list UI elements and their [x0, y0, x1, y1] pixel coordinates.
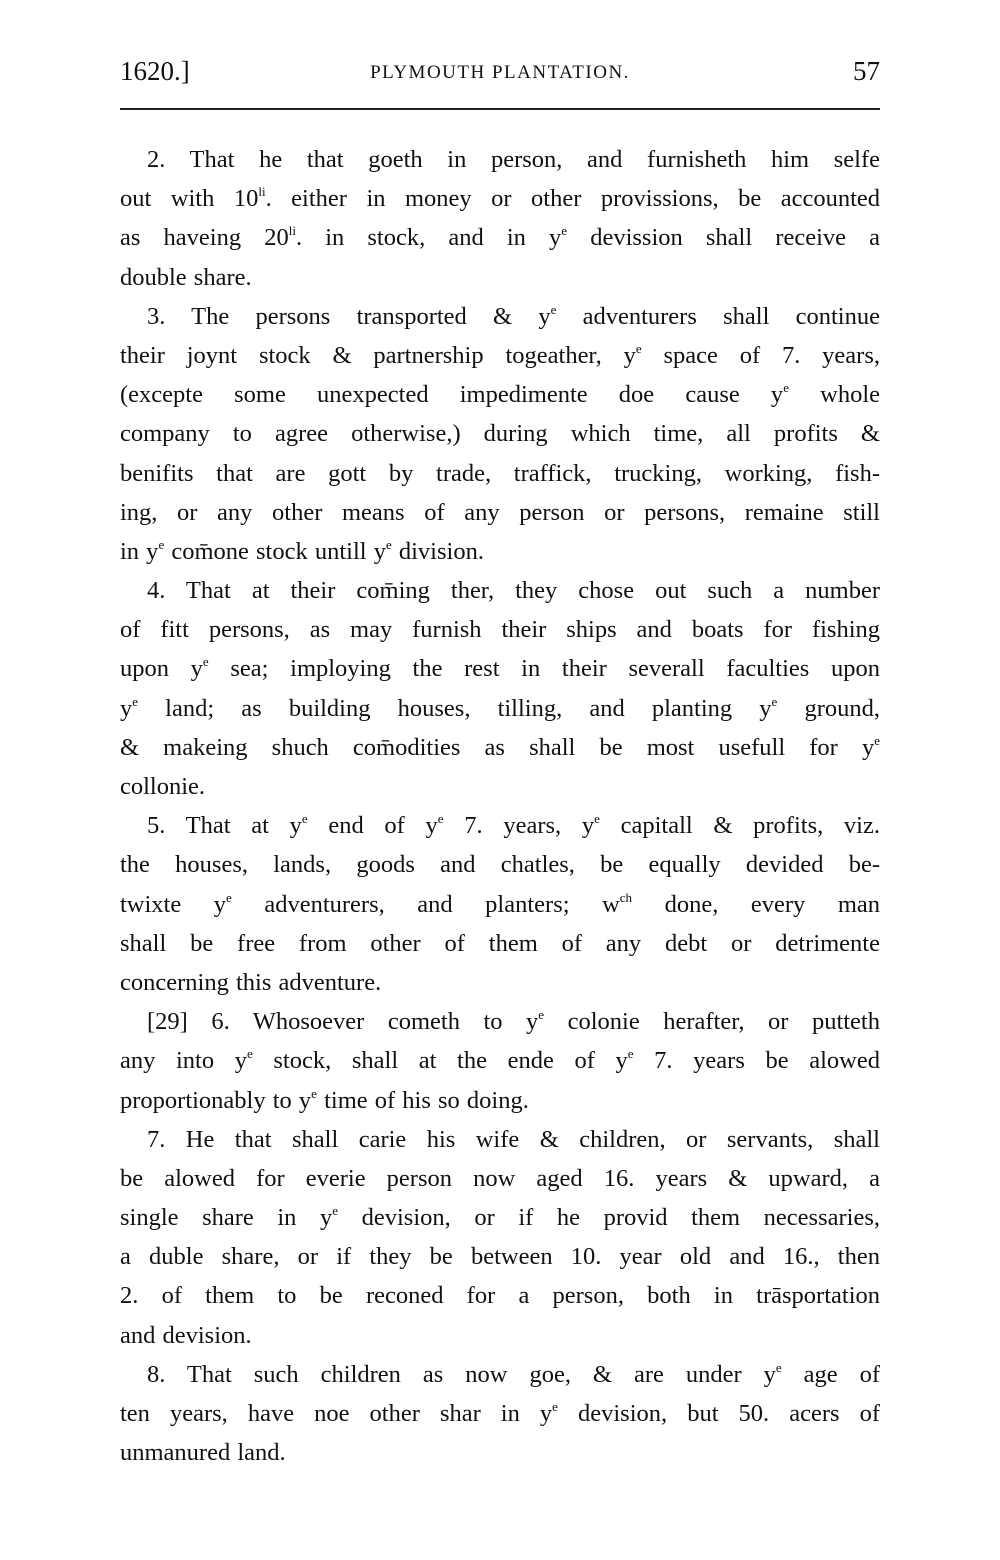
- text-segment: ground,: [777, 694, 880, 722]
- text-line: [120, 1081, 880, 1120]
- text-segment: upon y: [120, 655, 203, 683]
- text-segment: collonie.: [120, 773, 206, 800]
- text-segment: stock, shall at the ende of y: [252, 1047, 628, 1075]
- superscript: e: [301, 811, 308, 827]
- text-line: [120, 806, 880, 845]
- superscript: e: [226, 889, 232, 905]
- text-segment: space of 7. years,: [641, 341, 880, 369]
- text-segment: be alowed for everie person now aged 16. years & upward, a: [120, 1164, 880, 1192]
- text-segment: done, every man: [632, 890, 880, 918]
- superscript: e: [538, 1007, 545, 1023]
- text-segment: shall be free from other of them of any debt or detrimente: [120, 929, 880, 957]
- text-segment: ten years, have noe other shar in y: [120, 1400, 553, 1427]
- text-line: [120, 610, 880, 649]
- text-segment: a duble share, or if they be between 10. year old and 16., then: [120, 1243, 880, 1271]
- text-segment: whole: [788, 381, 881, 409]
- text-segment: out with 10: [120, 185, 259, 213]
- superscript: e: [132, 693, 139, 709]
- text-line: [120, 1041, 880, 1080]
- text-segment: & makeing shuch com̄odities as shall be most usefull for y: [120, 733, 875, 761]
- text-segment: [29] 6. Whosoever cometh to y: [147, 1008, 539, 1036]
- superscript: e: [550, 301, 557, 317]
- text-segment: company to agree otherwise,) during which time, all profits &: [120, 420, 880, 448]
- text-segment: 5. That at y: [147, 812, 302, 840]
- text-line: [120, 297, 880, 336]
- text-segment: 8. That such children as now goe, & are under y: [147, 1360, 776, 1388]
- text-line: [120, 963, 880, 1002]
- text-segment: their joynt stock & partnership togeather, y: [120, 341, 636, 369]
- superscript: e: [437, 811, 444, 827]
- header-rule: [120, 108, 880, 110]
- text-line: [120, 140, 880, 179]
- paragraph: [120, 1120, 880, 1355]
- text-line: [120, 649, 880, 688]
- text-line: [120, 1159, 880, 1198]
- text-segment: 4. That at their com̄ing ther, they chose out such a number: [147, 577, 880, 605]
- text-line: [120, 336, 880, 375]
- text-segment: 7. years, y: [443, 812, 595, 840]
- superscript: e: [311, 1085, 317, 1101]
- text-line: [120, 258, 880, 297]
- text-line: [120, 454, 880, 493]
- text-segment: 3. The persons transported & y: [147, 302, 551, 330]
- superscript: e: [594, 811, 600, 827]
- text-line: [120, 1120, 880, 1159]
- superscript: e: [783, 380, 789, 396]
- text-segment: the houses, lands, goods and chatles, be equally devided be-: [120, 851, 880, 879]
- superscript: e: [552, 1399, 558, 1414]
- text-line: [120, 885, 880, 924]
- text-segment: and devision.: [120, 1321, 252, 1349]
- text-segment: division.: [391, 537, 484, 565]
- text-line: [120, 1276, 880, 1315]
- paragraph: [120, 571, 880, 806]
- text-segment: double share.: [120, 263, 252, 291]
- text-line: [120, 375, 880, 414]
- superscript: ch: [619, 889, 633, 905]
- page-body: [120, 140, 880, 1472]
- text-line: [120, 1002, 880, 1041]
- superscript: li: [258, 184, 266, 200]
- paragraph: [120, 297, 880, 571]
- text-segment: benifits that are gott by trade, traffick, trucking, working, fish-: [120, 459, 880, 487]
- superscript: e: [627, 1046, 634, 1062]
- superscript: e: [561, 223, 568, 239]
- header-year: 1620.]: [120, 56, 190, 86]
- superscript: e: [246, 1046, 253, 1062]
- text-segment: concerning this adventure.: [120, 968, 382, 996]
- text-segment: single share in y: [120, 1204, 333, 1232]
- text-line: [120, 571, 880, 610]
- text-line: [120, 767, 880, 806]
- superscript: e: [385, 536, 392, 552]
- text-line: [120, 414, 880, 453]
- superscript: e: [874, 732, 880, 748]
- superscript: e: [332, 1203, 339, 1219]
- paragraph: [120, 806, 880, 1002]
- text-segment: of fitt persons, as may furnish their ships and boats for fishing: [120, 616, 880, 644]
- text-line: [120, 845, 880, 884]
- header-title: PLYMOUTH PLANTATION.: [370, 62, 630, 83]
- text-segment: end of y: [307, 812, 438, 840]
- text-segment: ing, or any other means of any person or persons, remaine still: [120, 498, 880, 526]
- text-segment: adventurers, and planters; w: [231, 890, 620, 918]
- text-segment: adventurers shall continue: [556, 302, 880, 330]
- superscript: e: [158, 536, 165, 552]
- text-segment: 7. years be alowed: [633, 1047, 880, 1075]
- text-line: [120, 1237, 880, 1276]
- text-line: [120, 1198, 880, 1237]
- text-segment: age of: [781, 1360, 880, 1388]
- text-segment: sea; imploying the rest in their severall faculties upon: [208, 655, 880, 683]
- text-segment: twixte y: [120, 890, 227, 918]
- text-segment: as haveing 20: [120, 224, 289, 252]
- text-segment: in y: [120, 537, 159, 565]
- text-segment: . either in money or other provissions, be accounted: [265, 185, 881, 213]
- text-segment: colonie herafter, or putteth: [544, 1008, 880, 1036]
- text-line: [120, 532, 880, 571]
- superscript: e: [771, 693, 778, 709]
- superscript: e: [775, 1359, 782, 1375]
- text-segment: . in stock, and in y: [295, 224, 562, 252]
- text-line: [120, 1316, 880, 1355]
- text-segment: 2. of them to be reconed for a person, both in trāsportation: [120, 1282, 880, 1310]
- text-line: [120, 179, 880, 218]
- text-segment: devision, or if he provid them necessaries,: [338, 1204, 880, 1232]
- text-segment: unmanured land.: [120, 1439, 286, 1467]
- text-segment: 2. That he that goeth in person, and furnisheth him selfe: [147, 146, 880, 173]
- text-segment: capitall & profits, viz.: [599, 812, 880, 840]
- text-line: [120, 218, 880, 257]
- text-segment: y: [120, 694, 133, 722]
- superscript: li: [288, 223, 296, 239]
- text-line: [120, 689, 880, 728]
- text-line: [120, 924, 880, 963]
- text-line: [120, 1433, 880, 1472]
- text-segment: devision, but 50. acers of: [557, 1400, 880, 1427]
- superscript: e: [635, 340, 642, 356]
- paragraph: [120, 1002, 880, 1120]
- text-line: [120, 728, 880, 767]
- text-line: [120, 1394, 880, 1433]
- running-header: [120, 56, 880, 92]
- text-line: [120, 1355, 880, 1394]
- text-line: [120, 493, 880, 532]
- text-segment: proportionably to y: [120, 1086, 312, 1114]
- text-segment: land; as building houses, tilling, and planting y: [138, 694, 772, 722]
- text-segment: (excepte some unexpected impedimente doe cause y: [120, 381, 784, 409]
- text-segment: 7. He that shall carie his wife & children, or servants, shall: [147, 1125, 880, 1153]
- superscript: e: [202, 654, 209, 670]
- paragraph: [120, 1355, 880, 1473]
- text-segment: time of his so doing.: [316, 1086, 529, 1114]
- page-number: 57: [853, 56, 880, 86]
- paragraph: [120, 140, 880, 297]
- text-segment: com̄one stock untill y: [164, 537, 386, 565]
- text-segment: devission shall receive a: [567, 224, 880, 252]
- text-segment: any into y: [120, 1047, 247, 1075]
